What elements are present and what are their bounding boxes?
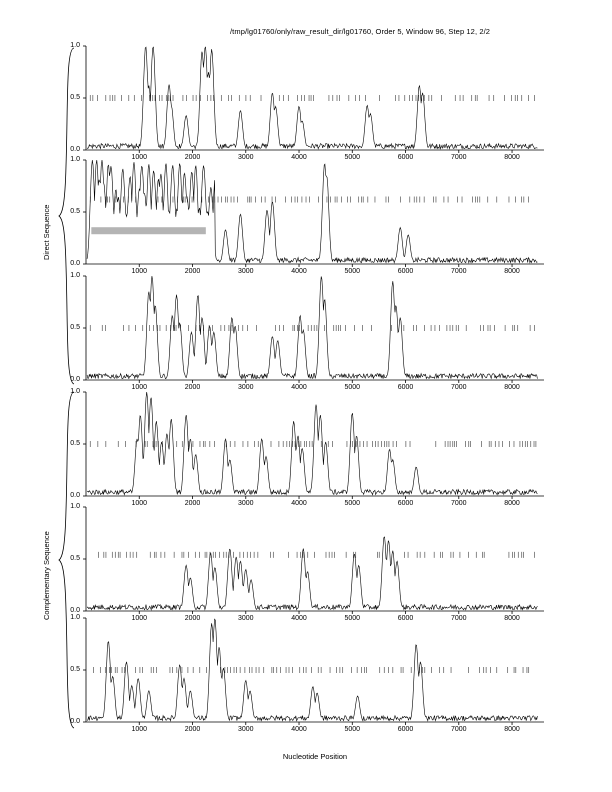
x-tick-label: 4000 xyxy=(291,726,307,733)
x-tick-label: 3000 xyxy=(237,154,254,161)
y-tick-label: 0.0 xyxy=(70,376,80,383)
x-tick-label: 6000 xyxy=(397,726,414,733)
x-tick-label: 1000 xyxy=(131,726,148,733)
y-tick-label: 0.5 xyxy=(70,666,80,673)
x-tick-label: 1000 xyxy=(131,500,148,507)
panel-plot xyxy=(86,276,554,394)
y-tick-label: 1.0 xyxy=(70,388,80,395)
page-title: /tmp/lg01760/only/raw_result_dir/lg01760, Order 5, Window 96, Step 12, 2/2 xyxy=(230,27,491,36)
chart-panel-3 xyxy=(86,276,544,380)
x-tick-label: 1000 xyxy=(131,154,148,161)
chart-panel-1 xyxy=(86,46,544,150)
x-tick-label: 8000 xyxy=(504,268,520,275)
y-tick-label: 0.5 xyxy=(70,555,80,562)
x-tick-label: 4000 xyxy=(291,500,307,507)
x-tick-label: 8000 xyxy=(504,154,520,161)
x-tick-label: 7000 xyxy=(450,500,467,507)
x-tick-label: 5000 xyxy=(344,500,361,507)
signal-curve xyxy=(87,276,537,379)
x-tick-label: 5000 xyxy=(344,268,361,275)
x-tick-label: 6000 xyxy=(397,500,414,507)
panel-plot xyxy=(86,46,554,164)
complementary-sequence-label: Complementary Sequence xyxy=(42,531,51,620)
x-tick-label: 8000 xyxy=(504,384,520,391)
y-tick-label: 0.5 xyxy=(70,324,80,331)
panel-plot xyxy=(86,618,554,736)
y-tick-label: 0.0 xyxy=(70,607,80,614)
y-tick-label: 0.5 xyxy=(70,94,80,101)
x-tick-label: 6000 xyxy=(397,615,414,622)
chart-panel-6 xyxy=(86,618,544,722)
y-tick-label: 0.5 xyxy=(70,208,80,215)
x-tick-label: 3000 xyxy=(237,615,254,622)
x-tick-label: 1000 xyxy=(131,268,148,275)
x-tick-label: 6000 xyxy=(397,384,414,391)
x-tick-label: 1000 xyxy=(131,384,148,391)
y-tick-label: 1.0 xyxy=(70,42,80,49)
x-tick-label: 8000 xyxy=(504,726,520,733)
x-tick-label: 7000 xyxy=(450,268,467,275)
direct-sequence-label: Direct Sequence xyxy=(42,204,51,260)
x-tick-label: 4000 xyxy=(291,268,307,275)
x-tick-label: 7000 xyxy=(450,726,467,733)
x-tick-label: 8000 xyxy=(504,500,520,507)
chart-panel-5 xyxy=(86,507,544,611)
y-tick-label: 0.5 xyxy=(70,440,80,447)
x-tick-label: 5000 xyxy=(344,726,361,733)
x-tick-label: 2000 xyxy=(184,384,201,391)
y-tick-label: 0.0 xyxy=(70,492,80,499)
x-tick-label: 3000 xyxy=(237,500,254,507)
x-tick-label: 1000 xyxy=(131,615,148,622)
chart-panel-2 xyxy=(86,160,544,264)
x-tick-label: 2000 xyxy=(184,268,201,275)
x-tick-label: 2000 xyxy=(184,615,201,622)
signal-curve xyxy=(87,47,537,149)
signal-curve xyxy=(87,619,537,721)
x-tick-label: 5000 xyxy=(344,384,361,391)
y-tick-label: 1.0 xyxy=(70,156,80,163)
x-tick-label: 3000 xyxy=(237,268,254,275)
x-tick-label: 7000 xyxy=(450,384,467,391)
x-tick-label: 2000 xyxy=(184,154,201,161)
x-tick-label: 8000 xyxy=(504,615,520,622)
x-tick-label: 4000 xyxy=(291,154,307,161)
y-tick-label: 0.0 xyxy=(70,260,80,267)
x-tick-label: 4000 xyxy=(291,384,307,391)
x-axis-title: Nucleotide Position xyxy=(282,752,348,761)
x-tick-label: 2000 xyxy=(184,500,201,507)
x-tick-label: 6000 xyxy=(397,154,414,161)
panel-plot xyxy=(86,160,554,278)
x-tick-label: 3000 xyxy=(237,384,254,391)
y-tick-label: 0.0 xyxy=(70,718,80,725)
chart-panel-4 xyxy=(86,392,544,496)
x-tick-label: 7000 xyxy=(450,154,467,161)
y-tick-label: 0.0 xyxy=(70,146,80,153)
signal-curve xyxy=(87,160,537,263)
y-tick-label: 1.0 xyxy=(70,614,80,621)
y-tick-label: 1.0 xyxy=(70,503,80,510)
x-tick-label: 5000 xyxy=(344,615,361,622)
y-tick-label: 1.0 xyxy=(70,272,80,279)
x-tick-label: 6000 xyxy=(397,268,414,275)
x-tick-label: 7000 xyxy=(450,615,467,622)
x-tick-label: 5000 xyxy=(344,154,361,161)
panel-plot xyxy=(86,507,554,625)
signal-curve xyxy=(87,537,537,610)
x-tick-label: 3000 xyxy=(237,726,254,733)
panel-plot xyxy=(86,392,554,510)
x-tick-label: 2000 xyxy=(184,726,201,733)
x-tick-label: 4000 xyxy=(291,615,307,622)
highlight-bar xyxy=(91,227,206,234)
